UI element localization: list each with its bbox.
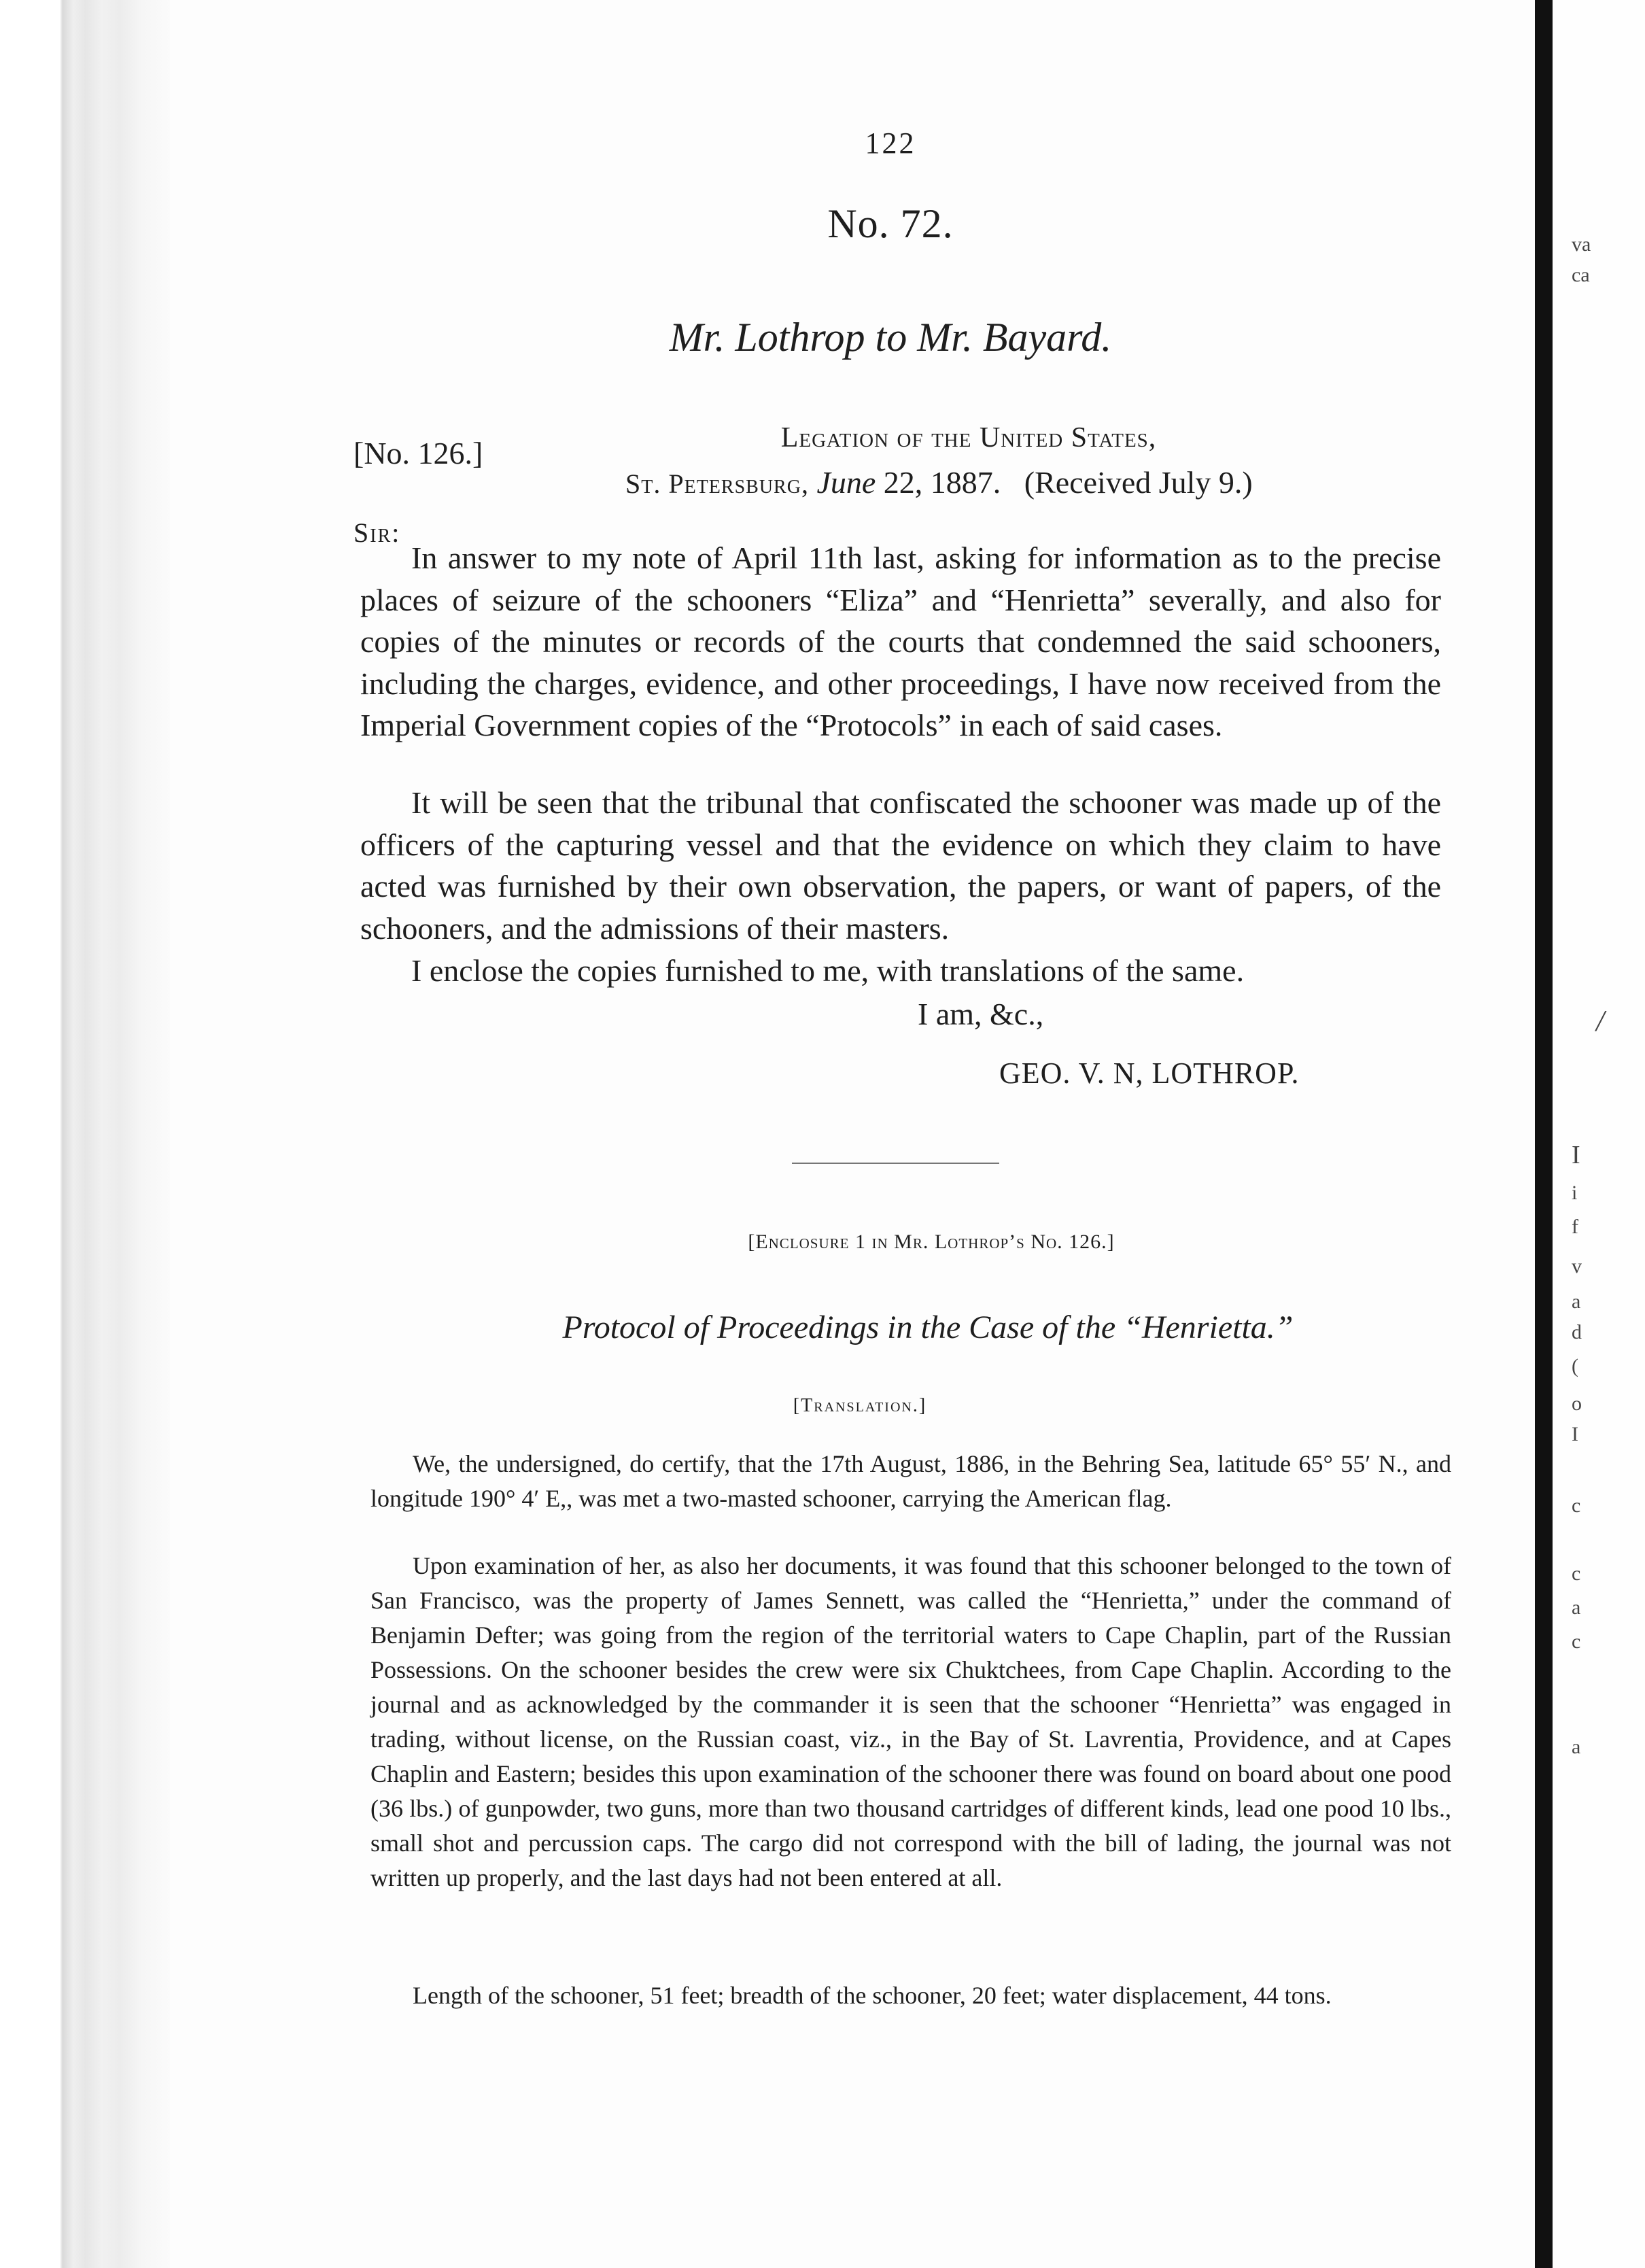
facing-page-fragment: c (1572, 1494, 1581, 1517)
facing-page-fragment: f (1572, 1216, 1578, 1238)
letter-paragraph (360, 537, 1441, 746)
letter-dateline (625, 464, 1253, 500)
facing-page-fragment: a (1572, 1596, 1581, 1619)
letter-paragraph (360, 782, 1441, 949)
letter-paragraph-text: It will be seen that the tribunal that confiscated the schooner was made up of the officers of the capturing vessel and that the evidence on which they claim to have acted was furnished by their own observation, the papers, or want of papers, of the schooners, and the admissions of their masters. (360, 785, 1441, 946)
protocol-title: Protocol of Proceedings in the Case of the “Henrietta.” (562, 1309, 1294, 1345)
page-edge-shadow (0, 0, 170, 2268)
letter-salutation: Sir: (353, 517, 401, 548)
facing-page-fragment: d (1572, 1321, 1582, 1343)
document-heading: Mr. Lothrop to Mr. Bayard. (669, 315, 1112, 360)
facing-page-fragment: c (1572, 1562, 1581, 1585)
gutter-shadow (1535, 0, 1553, 2268)
facing-page-fragment: v (1572, 1255, 1582, 1277)
protocol-paragraph-text: We, the undersigned, do certify, that the 17th August, 1886, in the Behring Sea, latitude 65° 55′ N., and longitude 190° 4′ E,, was met a two-masted schooner, carrying the American flag. (370, 1450, 1451, 1512)
letter-paragraph-text: I enclose the copies furnished to me, with translations of the same. (411, 953, 1245, 988)
dateline-received: (Received July 9.) (1024, 465, 1253, 500)
facing-page-fragment: a (1572, 1736, 1581, 1758)
facing-page (1553, 0, 1645, 2268)
protocol-paragraph (370, 1447, 1451, 1516)
dateline-place: St. Petersburg, (625, 468, 809, 499)
letter-signature: GEO. V. N, LOTHROP. (999, 1056, 1300, 1090)
letter-legation: Legation of the United States, (780, 422, 1157, 453)
facing-page-fragment: ca (1572, 264, 1590, 286)
protocol-paragraph-text: Upon examination of her, as also her documents, it was found that this schooner belonged to the town of San Francisco, was the property of James Sennett, was called the “Henrietta,” under the command of Benjamin Defter; was going from the region of the territorial waters to Cape Chaplin, part of the Russian Possessions. On the schooner besides the crew were six Chuktchees, from Cape Chaplin. According to the journal and as acknowledged by the commander it is seen that the schooner “Henrietta” was engaged in trading, without license, on the Russian coast, viz., in the Bay of St. Lavrentia, Providence, and at Capes Chaplin and Eastern; besides this upon examination of the schooner there was found on board about one pood (36 lbs.) of gunpowder, two guns, more than two thousand cartridges of different kinds, lead one pood 10 lbs., small shot and percussion caps. The cargo did not correspond with the bill of lading, the journal was not written up properly, and the last days had not been entered at all. (370, 1552, 1451, 1891)
facing-page-fragment: I (1572, 1141, 1580, 1169)
letter-reference-number: [No. 126.] (353, 436, 483, 470)
facing-page-fragment: c (1572, 1630, 1581, 1653)
dateline-date: 22, 1887. (883, 465, 1001, 500)
letter-paragraph-text: In answer to my note of April 11th last, asking for information as to the precise places of seizure of the schooners “Eliza” and “Henrietta” severally, and also for copies of the minutes or records of the courts that condemned the said schooners, including the charges, evidence, and other proceedings, I have now received from the Imperial Government copies of the “Protocols” in each of said cases. (360, 540, 1441, 742)
protocol-paragraph (370, 1549, 1451, 1895)
letter-closing: I am, &c., (918, 997, 1044, 1031)
section-divider (792, 1163, 999, 1164)
document-number: No. 72. (827, 201, 954, 246)
protocol-paragraph-text: Length of the schooner, 51 feet; breadth of the schooner, 20 feet; water displacement, 44 tons. (413, 1982, 1332, 2009)
protocol-paragraph (370, 1978, 1451, 2013)
dateline-month: June (816, 465, 876, 500)
facing-page-fragment: o (1572, 1392, 1582, 1415)
letter-paragraph (360, 950, 1441, 992)
enclosure-heading: [Enclosure 1 in Mr. Lothrop’s No. 126.] (748, 1231, 1115, 1253)
facing-page-fragment: / (1596, 1004, 1605, 1037)
facing-page-fragment: ( (1572, 1355, 1578, 1377)
page-number: 122 (865, 126, 916, 160)
facing-page-fragment: a (1572, 1290, 1581, 1313)
facing-page-fragment: va (1572, 233, 1591, 256)
translation-note: [Translation.] (793, 1395, 927, 1416)
facing-page-fragment: i (1572, 1182, 1578, 1204)
facing-page-fragment: I (1572, 1423, 1578, 1445)
